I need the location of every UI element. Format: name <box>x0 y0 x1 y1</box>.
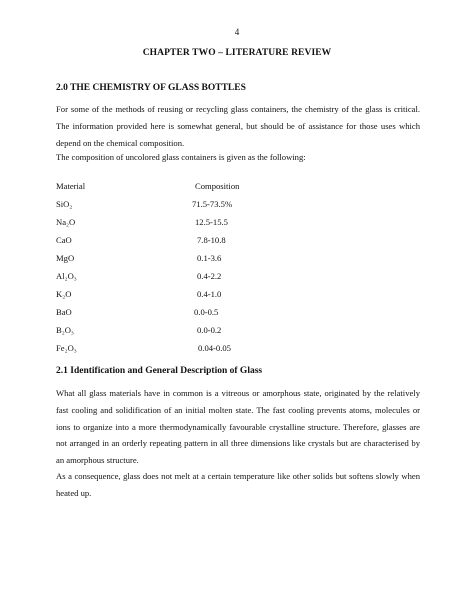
table-row <box>56 217 376 235</box>
composition-cell: 0.04-0.05 <box>198 343 231 353</box>
table-row <box>56 271 376 289</box>
composition-cell: 7.8-10.8 <box>197 235 226 245</box>
glass-description-paragraph: What all glass materials have in common is a vitreous or amorphous state, originated by the relatively fast cooling and solidification of an initial molten state. The fast cooling prevents atoms, molecules or ions to organize into a more thermodynamically favourable crystalline structure. Therefore, glasses are not arranged in an orderly repeating pattern in all three dimensions like crystals but are characterised by an amorphous structure. <box>56 388 420 466</box>
composition-table <box>56 181 376 361</box>
composition-cell: 0.0-0.2 <box>197 325 222 335</box>
chapter-title: CHAPTER TWO – LITERATURE REVIEW <box>142 48 332 58</box>
material-cell: B₂O₃ <box>56 325 74 335</box>
composition-cell: 12.5-15.5 <box>195 217 228 227</box>
composition-cell: 0.4-2.2 <box>197 271 222 281</box>
material-column-header: Material <box>56 181 86 191</box>
composition-column-header: Composition <box>195 181 240 191</box>
table-header-row <box>56 181 376 199</box>
composition-cell: 0.0-0.5 <box>194 307 219 317</box>
material-cell: BaO <box>56 307 72 317</box>
material-cell: K₂O <box>56 289 72 299</box>
material-cell: MgO <box>56 253 75 263</box>
table-row <box>56 289 376 307</box>
table-row <box>56 325 376 343</box>
material-cell: Na₂O <box>56 217 76 227</box>
table-row <box>56 343 376 361</box>
material-cell: Fe₂O₃ <box>56 343 77 353</box>
material-cell: CaO <box>56 235 72 245</box>
section-heading-2-1: 2.1 Identification and General Description of Glass <box>56 366 263 376</box>
intro-paragraph: For some of the methods of reusing or recycling glass containers, the chemistry of the glass is critical. The information provided here is somewhat general, but should be of assistance for those uses which depend on the chemical composition. <box>56 104 420 148</box>
table-row <box>56 307 376 325</box>
composition-cell: 0.4-1.0 <box>197 289 222 299</box>
composition-cell: 0.1-3.6 <box>197 253 222 263</box>
section-heading-2-0: 2.0 THE CHEMISTRY OF GLASS BOTTLES <box>56 83 246 93</box>
table-row <box>56 199 376 217</box>
glass-melting-paragraph: As a consequence, glass does not melt at a certain temperature like other solids but softens slowly when heated up. <box>56 471 420 498</box>
table-row <box>56 253 376 271</box>
table-row <box>56 235 376 253</box>
material-cell: SiO₂ <box>56 199 73 209</box>
material-cell: Al₂O₃ <box>56 271 77 281</box>
composition-cell: 71.5-73.5% <box>192 199 233 209</box>
page-number: 4 <box>234 27 240 37</box>
composition-intro: The composition of uncolored glass containers is given as the following: <box>56 152 306 162</box>
